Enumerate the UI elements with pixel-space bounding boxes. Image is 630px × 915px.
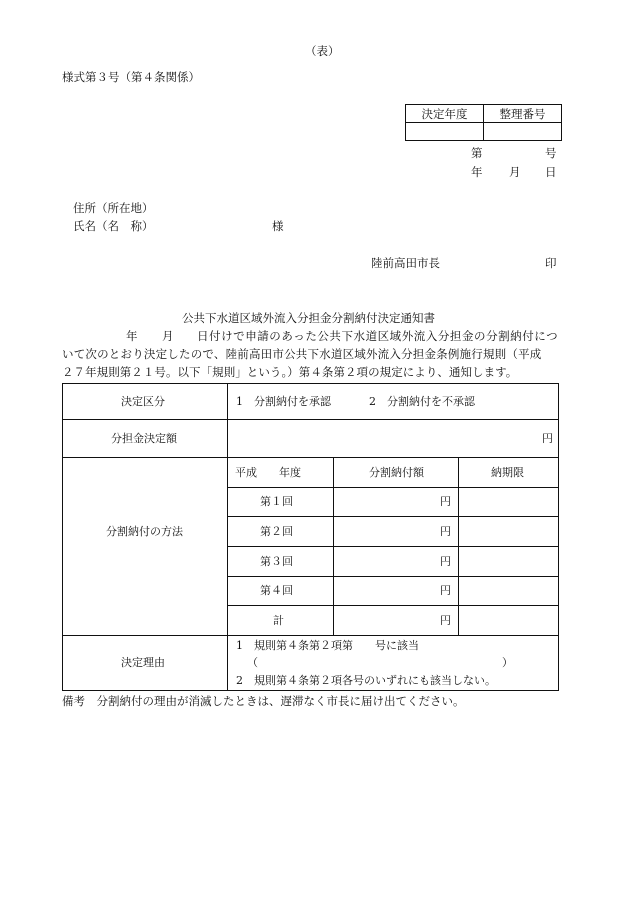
decision-table	[62, 383, 559, 691]
head-deadline: 納期限	[491, 466, 524, 479]
name-label: 氏名（名 称）	[73, 219, 154, 233]
body-year: 年	[126, 329, 138, 343]
head-installment-amount: 分割納付額	[369, 466, 424, 479]
code-table-year-header: 決定年度	[406, 105, 484, 123]
decision-category-label: 決定区分	[121, 395, 165, 408]
code-table-year-cell	[406, 123, 484, 141]
reason-option-2: 2 規則第４条第２項各号のいずれにも該当しない。	[236, 674, 496, 687]
installment-total-yen: 円	[440, 614, 451, 627]
number-go: 号	[545, 146, 557, 160]
installment-4-yen: 円	[440, 584, 451, 597]
reason-label: 決定理由	[121, 656, 165, 669]
reason-option-1: 1 規則第４条第２項第 号に該当	[236, 639, 419, 652]
form-number: 様式第３号（第４条関係）	[62, 70, 200, 84]
date-year: 年	[471, 165, 483, 179]
remark: 備考 分割納付の理由が消滅したときは、遅滞なく市長に届け出てください。	[62, 694, 465, 708]
number-dai: 第	[471, 146, 483, 160]
installment-2-label: 第２回	[260, 525, 293, 538]
code-table-number-cell	[484, 123, 562, 141]
installment-4-label: 第４回	[260, 584, 293, 597]
reason-paren-close: ）	[502, 656, 513, 669]
amount-label: 分担金決定額	[111, 432, 177, 445]
installment-3-yen: 円	[440, 555, 451, 568]
installment-1-yen: 円	[440, 495, 451, 508]
document-title: 公共下水道区域外流入分担金分割納付決定通知書	[182, 311, 435, 325]
installment-1-label: 第１回	[260, 495, 293, 508]
installment-2-yen: 円	[440, 525, 451, 538]
option-disapprove: 2 分割納付を不承認	[369, 395, 475, 408]
code-table	[405, 104, 562, 141]
issuer-title: 陸前高田市長	[371, 256, 440, 270]
seal-mark: 印	[545, 256, 557, 270]
body-month: 月	[162, 329, 174, 343]
method-label: 分割納付の方法	[106, 525, 183, 538]
installment-total-label: 計	[273, 614, 284, 627]
installment-3-label: 第３回	[260, 555, 293, 568]
date-month: 月	[509, 165, 521, 179]
option-approve: 1 分割納付を承認	[236, 395, 331, 408]
reason-paren-open: （	[247, 656, 258, 669]
body-line-1: 日付けで申請のあった公共下水道区域外流入分担金の分割納付につ	[197, 329, 559, 343]
date-day: 日	[545, 165, 557, 179]
head-fiscal-year: 平成 年度	[235, 466, 301, 479]
sama-label: 様	[272, 219, 284, 233]
body-line-3: ２７年規則第２１号。以下「規則」という。）第４条第２項の規定により、通知します。	[62, 365, 518, 379]
body-line-2: いて次のとおり決定したので、陸前高田市公共下水道区域外流入分担金条例施行規則（平成	[62, 347, 542, 361]
side-label: （表）	[305, 44, 340, 58]
code-table-number-header: 整理番号	[484, 105, 562, 123]
amount-yen: 円	[542, 432, 553, 445]
address-label: 住所（所在地）	[73, 201, 154, 215]
